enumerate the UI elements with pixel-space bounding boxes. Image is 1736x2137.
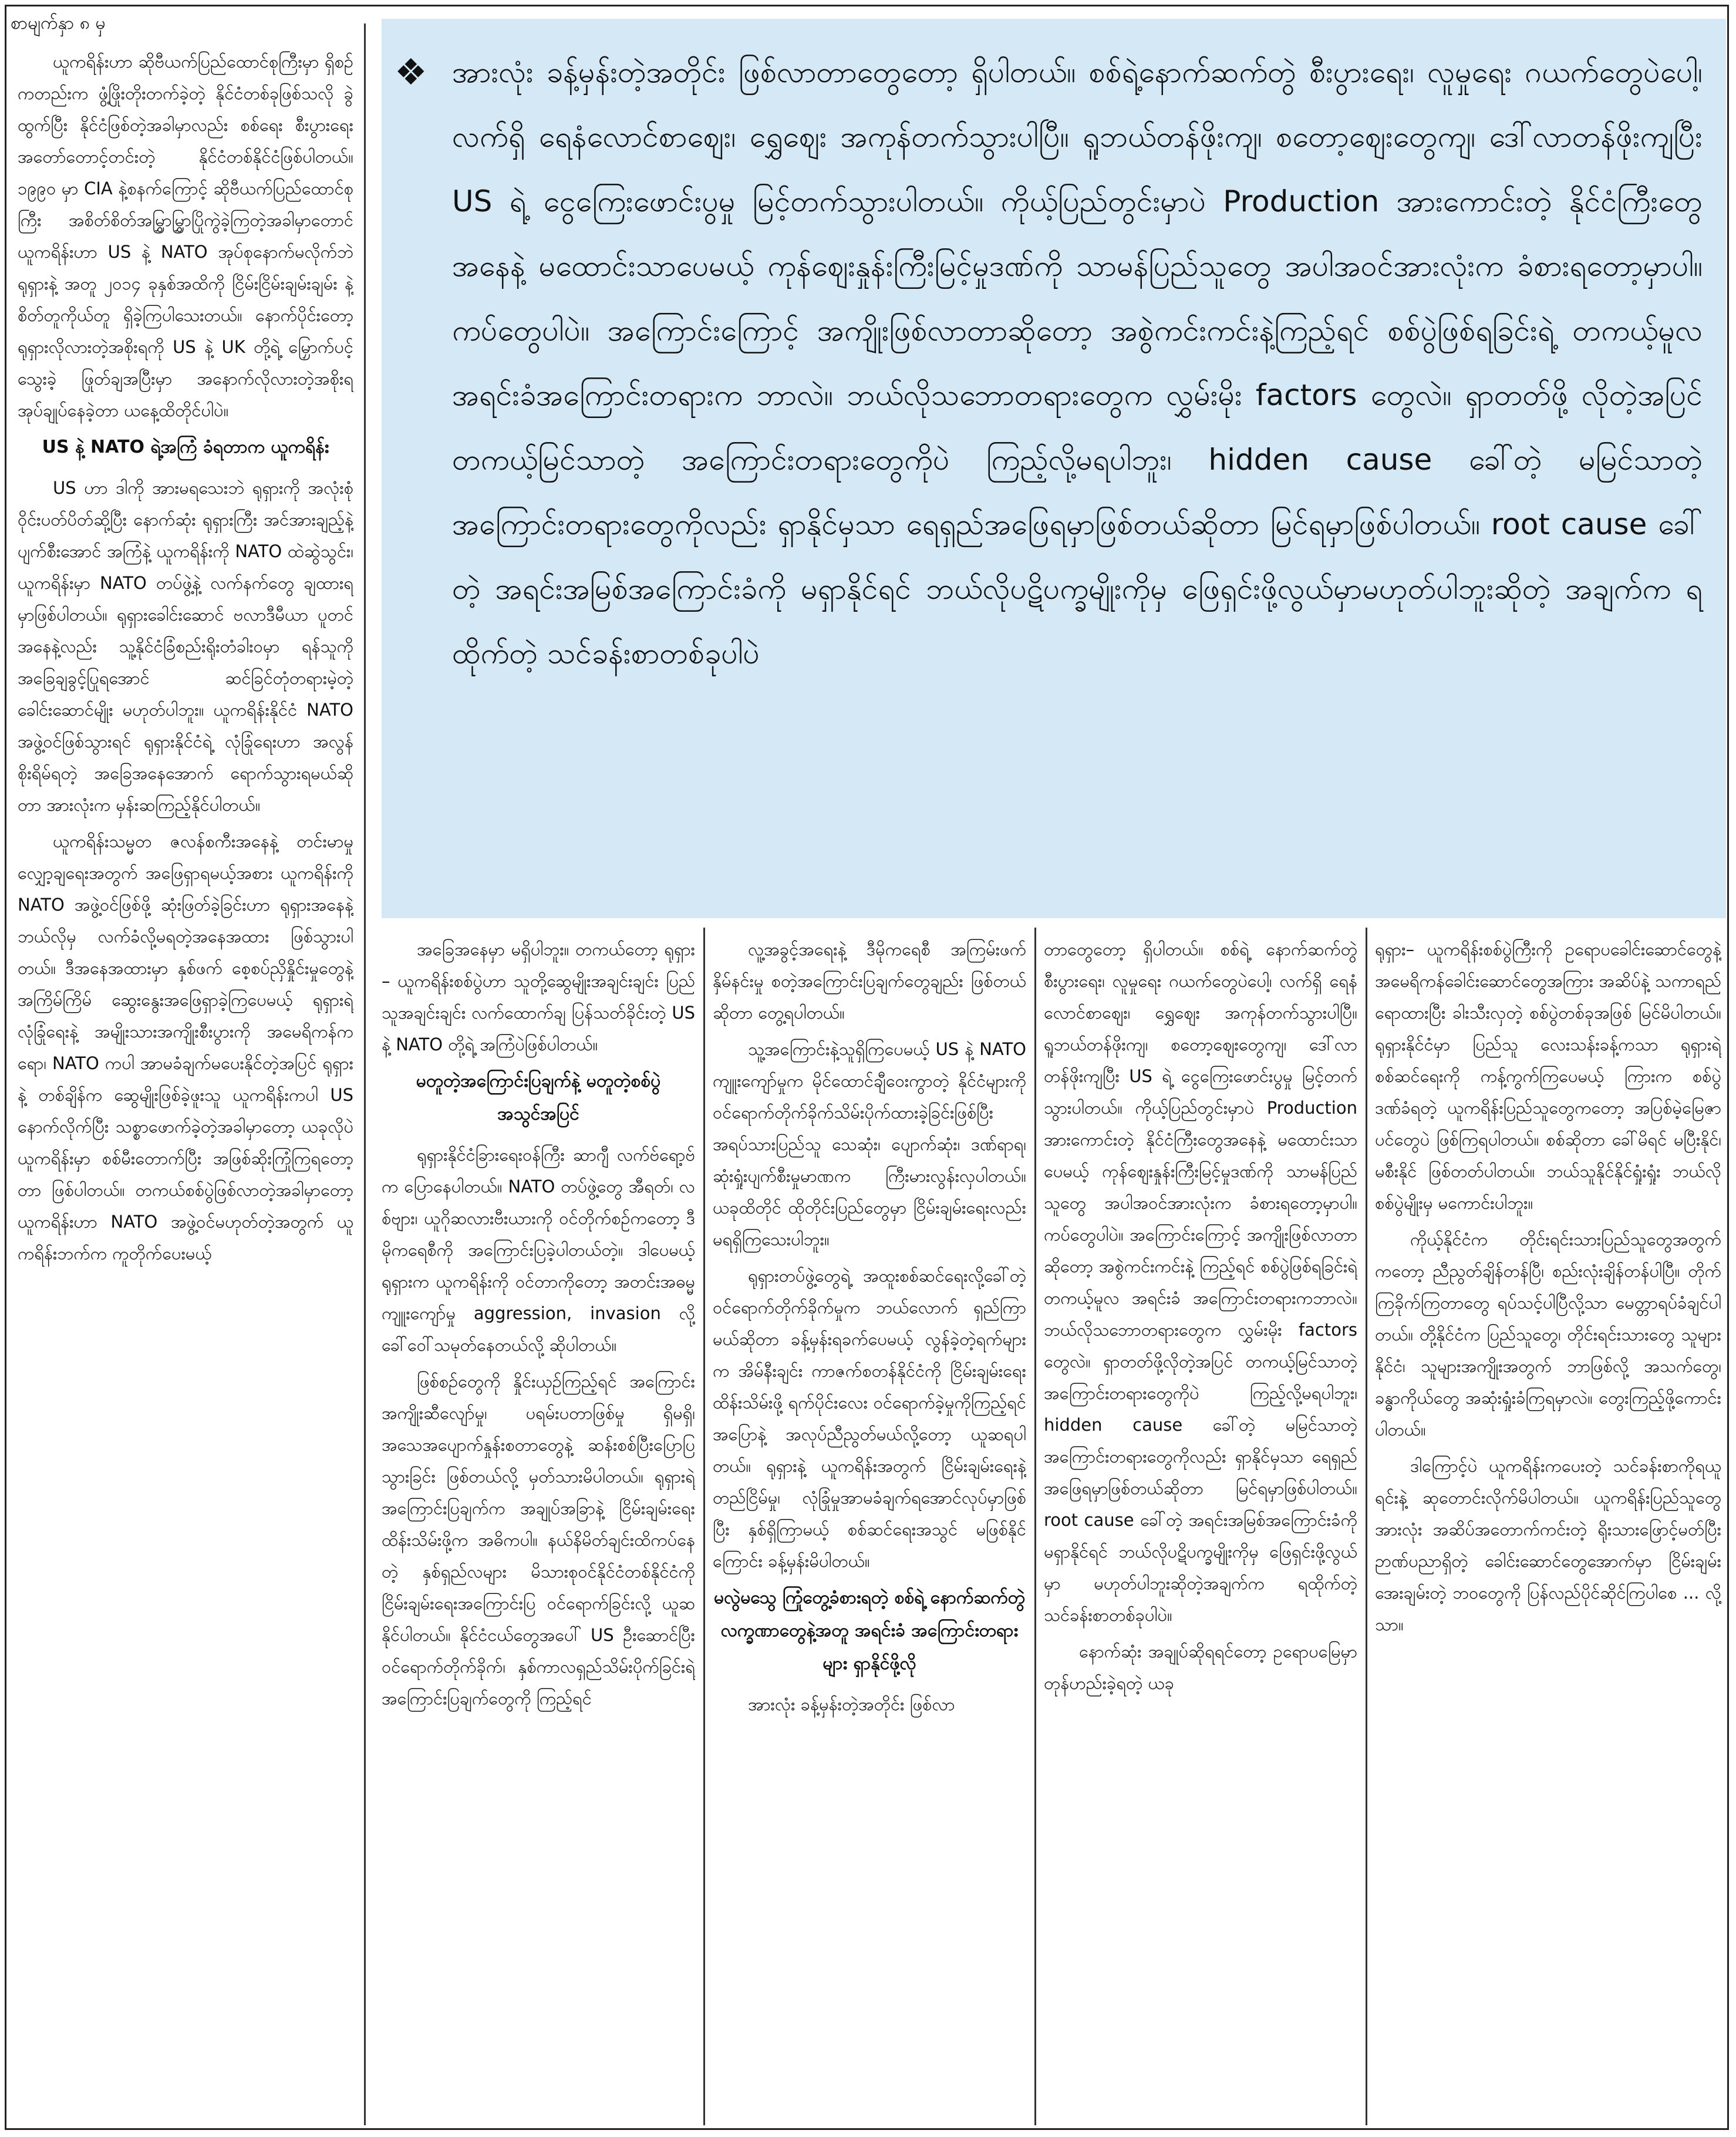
paragraph: ယူကရိန်းသမ္မတ ဇလန်စကီးအနေနဲ့ တင်းမာမှုလျှော့ချရေးအတွက် အဖြေရှာရမယ့်အစား ယူကရိန်းကို NATO အဖွဲ့ဝင်ဖြစ်ဖို့ ဆုံးဖြတ်ခဲ့ခြင်းဟာ ရုရှားအနေနဲ့ ဘယ်လိုမှ လက်ခံလို့မရတဲ့အနေအထား ဖြစ်သွားပါတယ်။ ဒီအနေအထားမှာ နှစ်ဖက် စေ့စပ်ညှိနှိုင်းမှုတွေနဲ့ အကြိမ်ကြိမ် ဆွေးနွေးအဖြေရှာခဲ့ကြပေမယ့် ရုရှားရဲ့လုံခြုံရေးနဲ့ အမျိုးသားအကျိုးစီးပွားကို အမေရိကန်ကရော၊ NATO ကပါ အာမခံချက်မပေးနိုင်တဲ့အပြင် ရုရှားနဲ့ တစ်ချိန်က ဆွေမျိုးဖြစ်ခဲ့ဖူးသူ ယူကရိန်းကပါ US နောက်လိုက်ပြီး သစ္စာဖောက်ခဲ့တဲ့အခါမှာတော့ ယခုလိုပဲ ယူကရိန်းမှာ စစ်မီးတောက်ပြီး အဖြစ်ဆိုးကြုံကြရတော့တာ ဖြစ်ပါတယ်။ တကယ်စစ်ပွဲဖြစ်လာတဲ့အခါမှာတော့ ယူကရိန်းဟာ NATO အဖွဲ့ဝင်မဟုတ်တဲ့အတွက် ယူကရိန်းဘက်က ကူတိုက်ပေးမယ့် — [18, 831, 353, 1263]
column-divider — [1366, 928, 1367, 2125]
paragraph: သူ့အကြောင်းနဲ့သူရှိကြပေမယ့် US နဲ့ NATO ကျူးကျော်မှုက မိုင်ထောင်ချီဝေးကွာတဲ့ နိုင်ငံများကို ဝင်ရောက်တိုက်ခိုက်သိမ်းပိုက်ထားခဲ့ခြင်းဖြစ်ပြီး အရပ်သားပြည်သူ သေဆုံး၊ ပျောက်ဆုံး၊ ဒဏ်ရာရ၊ ဆုံးရှုံးပျက်စီးမှုမာဏက ကြီးမားလွန်းလှပါတယ်။ ယခုထိတိုင် ထိုတိုင်းပြည်တွေမှာ ငြိမ်းချမ်းရေးလည်း မရရှိကြသေးပါဘူး။ — [713, 1039, 1026, 1249]
paragraph: ယူကရိန်းဟာ ဆိုဗီယက်ပြည်ထောင်စုကြီးမှာ ရှိစဉ်ကတည်းက ဖွံ့ဖြိုးတိုးတက်ခဲ့တဲ့ နိုင်ငံတစ်ခုဖြစ်သလို ခွဲထွက်ပြီး နိုင်ငံဖြစ်တဲ့အခါမှာလည်း စစ်ရေး စီးပွားရေး အတော်တောင့်တင်းတဲ့ နိုင်ငံတစ်နိုင်ငံဖြစ်ပါတယ်။ ၁၉၉၀ မှာ CIA နဲ့စနက်ကြောင့် ဆိုဗီယက်ပြည်ထောင်စုကြီး အစိတ်စိတ်အမြွှာမြွှာပြိုကွဲခဲ့ကြတဲ့အခါမှာတောင် ယူကရိန်းဟာ US နဲ့ NATO အုပ်စုနောက်မလိုက်ဘဲ ရုရှားနဲ့ အတူ ၂၀၁၄ ခုနှစ်အထိကို ငြိမ်းငြိမ်းချမ်းချမ်း နဲ့ စိတ်တူကိုယ်တူ ရှိခဲ့ကြပါသေးတယ်။ နောက်ပိုင်းတော့ ရုရှားလိုလားတဲ့အစိုးရကို US နဲ့ UK တို့ရဲ့ မြှောက်ပင့်သွေးခဲ့ ဖြုတ်ချအပြီးမှာ အနောက်လိုလားတဲ့အစိုးရ အုပ်ချုပ်နေခဲ့တာ ယနေ့ထိတိုင်ပါပဲ။ — [18, 52, 353, 420]
column-divider — [364, 23, 366, 2125]
diamond-bullet-icon: ❖ — [395, 50, 427, 93]
column-4 — [1044, 933, 1357, 2128]
paragraph: ဖြစ်စဉ်တွေကို နှိုင်းယှဉ်ကြည့်ရင် အကြောင်းအကျိုးဆီလျော်မှု၊ ပရမ်းပတာဖြစ်မှု ရှိမရှိ၊ အသေအပျောက်နှုန်းစတာတွေနဲ့ ဆန်းစစ်ပြီးပြောပြသွားခြင်း ဖြစ်တယ်လို့ မှတ်သားမိပါတယ်။ ရုရှားရဲ့ အကြောင်းပြချက်က အချုပ်အခြာနဲ့ ငြိမ်းချမ်းရေးထိန်းသိမ်းဖို့က အဓိကပါ။ နယ်နိမိတ်ချင်းထိကပ်နေတဲ့ နှစ်ရှည်လများ မိသားစုဝင်နိုင်ငံတစ်နိုင်ငံကို ငြိမ်းချမ်းရေးအကြောင်းပြ ဝင်ရောက်ခြင်းလို့ ယူဆနိုင်ပါတယ်။ နိုင်ငံငယ်တွေအပေါ် US ဦးဆောင်ပြီး ဝင်ရောက်တိုက်ခိုက်၊ နှစ်ကာလရှည်သိမ်းပိုက်ခြင်းရဲ့ အကြောင်းပြချက်တွေကို ကြည့်ရင် — [382, 1371, 695, 1708]
column-3 — [713, 933, 1026, 2128]
paragraph: တာတွေတော့ ရှိပါတယ်။ စစ်ရဲ့ နောက်ဆက်တွဲ စီးပွားရေး၊ လူမှုရေး ဂယက်တွေပဲပေါ့၊ လက်ရှိ ရေနံလောင်စာဈေး၊ ရွှေဈေး အကုန်တက်သွားပါပြီ။ ရူဘယ်တန်ဖိုးကျ၊ စတော့ဈေးတွေကျ၊ ဒေါ်လာတန်ဖိုးကျပြီး US ရဲ့ ငွေကြေးဖောင်းပွမှု မြင့်တက်သွားပါတယ်။ ကိုယ့်ပြည်တွင်းမှာပဲ Production အားကောင်းတဲ့ နိုင်ငံကြီးတွေအနေနဲ့ မထောင်းသာပေမယ့် ကုန်ဈေးနှုန်းကြီးမြင့်မှုဒဏ်ကို သာမန်ပြည်သူတွေ အပါအဝင်အားလုံးက ခံစားရတော့မှာပါ။ ကပ်တွေပါပဲ။ အကြောင်းကြောင့် အကျိုးဖြစ်လာတာဆိုတော့ အစွဲကင်းကင်းနဲ့ ကြည့်ရင် စစ်ပွဲဖြစ်ရခြင်းရဲ့ တကယ့်မူလ အရင်းခံ အကြောင်းတရားကဘာလဲ။ ဘယ်လိုသဘောတရားတွေက လွှမ်းမိုး factors တွေလဲ။ ရှာတတ်ဖို့လိုတဲ့အပြင် တကယ့်မြင်သာတဲ့ အကြောင်းတရားတွေကိုပဲ ကြည့်လို့မရပါဘူး၊ hidden cause ခေါ်တဲ့ မမြင်သာတဲ့အကြောင်းတရားတွေကိုလည်း ရှာနိုင်မှသာ ရေရှည်အဖြေရမှာဖြစ်တယ်ဆိုတာ မြင်ရမှာဖြစ်ပါတယ်။ root cause ခေါ်တဲ့ အရင်းအမြစ်အကြောင်းခံကို မရှာနိုင်ရင် ဘယ်လိုပဋိပက္ခမျိုးကိုမှ ဖြေရှင်းဖို့လွယ်မှာ မဟုတ်ပါဘူးဆိုတဲ့အချက်က ရထိုက်တဲ့ သင်ခန်းစာတစ်ခုပါပဲ။ — [1044, 939, 1357, 1625]
paragraph: နောက်ဆုံး အချုပ်ဆိုရရင်တော့ ဥရောပမြေမှာ တုန်ဟည်းခဲ့ရတဲ့ ယခု — [1044, 1641, 1357, 1693]
column-5 — [1375, 933, 1721, 2128]
paragraph: အားလုံး ခန့်မှန်းတဲ့အတိုင်း ဖြစ်လာ — [748, 1694, 955, 1714]
column-divider — [1034, 928, 1036, 2125]
paragraph: လူ့အခွင့်အရေးနဲ့ ဒီမိုကရေစီ အကြမ်းဖက်နှိမ်နင်းမှု စတဲ့အကြောင်းပြချက်တွေချည်း ဖြစ်တယ်ဆိုတာ တွေ့ရပါတယ်။ — [713, 939, 1026, 1023]
column-2 — [382, 933, 695, 2128]
section-heading: မလွဲမသွေ ကြုံတွေ့ခံစားရတဲ့ စစ်ရဲ့ နောက်ဆက်တွဲလက္ခဏာတွေနဲ့အတူ အရင်းခံ အကြောင်းတရားများ ရှာနိုင်ဖို့လို — [714, 1587, 1025, 1674]
column-divider — [703, 928, 705, 2125]
paragraph: ရုရှား– ယူကရိန်းစစ်ပွဲကြီးကို ဥရောပခေါင်းဆောင်တွေနဲ့ အမေရိကန်ခေါင်းဆောင်တွေအကြား အဆိပ်နဲ့ သကာရည်ရောထားပြီး ခါးသီးလှတဲ့ စစ်ပွဲတစ်ခုအဖြစ် မြင်မိပါတယ်။ ရုရှားနိုင်ငံမှာ ပြည်သူ လေးသန်းခန့်ကသာ ရုရှားရဲ့စစ်ဆင်ရေးကို ကန့်ကွက်ကြပေမယ့် ကြားက စစ်ပွဲဒဏ်ခံရတဲ့ ယူကရိန်းပြည်သူတွေကတော့ အပြစ်မဲ့မြေဇာပင်တွေပဲ ဖြစ်ကြရပါတယ်။ စစ်ဆိုတာ ခေါ်မိရင် မပြီးနိုင်၊ မစီးနိုင် ဖြစ်တတ်ပါတယ်။ ဘယ်သူနိုင်နိုင်ရှုံးရှုံး ဘယ်လိုစစ်ပွဲမျိုးမှ မကောင်းပါဘူး။ — [1375, 939, 1721, 1213]
highlight-box — [382, 19, 1726, 918]
section-heading: US နဲ့ NATO ရဲ့အကြံ ခံရတာက ယူကရိန်း — [42, 437, 329, 457]
paragraph: ရုရှားနိုင်ငံခြားရေးဝန်ကြီး ဆာဂျီ လက်ဗ်ရော့ဗ်က ပြောနေပါတယ်။ NATO တပ်ဖွဲ့တွေ အီရတ်၊ လစ်ဗျား၊ ယူဂိုဆလားဗီးယားကို ဝင်တိုက်စဉ်ကတော့ ဒီမိုကရေစီကို အကြောင်းပြခဲ့ပါတယ်တဲ့။ ဒါပေမယ့် ရုရှားက ယူကရိန်းကို ဝင်တာကိုတော့ အတင်းအဓမ္မကျူးကျော်မှု aggression, invasion လို့ ခေါ်ဝေါ်သမုတ်နေတယ်လို့ ဆိုပါတယ်။ — [382, 1145, 695, 1355]
paragraph: ဒါကြောင့်ပဲ ယူကရိန်းကပေးတဲ့ သင်ခန်းစာကိုရယူရင်းနဲ့ ဆုတောင်းလိုက်မိပါတယ်။ ယူကရိန်းပြည်သူတွေ အားလုံး အဆိပ်အတောက်ကင်းတဲ့ ရိုးသားဖြောင့်မတ်ပြီး ဉာဏ်ပညာရှိတဲ့ ခေါင်းဆောင်တွေအောက်မှာ ငြိမ်းချမ်းအေးချမ်းတဲ့ ဘဝတွေကို ပြန်လည်ပိုင်ဆိုင်ကြပါစေ ... လို့သာ။ — [1375, 1456, 1721, 1634]
highlight-text: အားလုံး ခန့်မှန်းတဲ့အတိုင်း ဖြစ်လာတာတွေတော့ ရှိပါတယ်။ စစ်ရဲ့နောက်ဆက်တွဲ စီးပွားရေး၊ လူမှုရေး ဂယက်တွေပဲပေါ့၊ လက်ရှိ ရေနံလောင်စာဈေး၊ ရွှေဈေး အကုန်တက်သွားပါပြီ။ ရူဘယ်တန်ဖိုးကျ၊ စတော့ဈေးတွေကျ၊ ဒေါ်လာတန်ဖိုးကျပြီး US ရဲ့ ငွေကြေးဖောင်းပွမှု မြင့်တက်သွားပါတယ်။ ကိုယ့်ပြည်တွင်းမှာပဲ Production အားကောင်းတဲ့ နိုင်ငံကြီးတွေအနေနဲ့ မထောင်းသာပေမယ့် ကုန်ဈေးနှုန်းကြီးမြင့်မှုဒဏ်ကို သာမန်ပြည်သူတွေ အပါအဝင်အားလုံးက ခံစားရတော့မှာပါ။ ကပ်တွေပါပဲ။ အကြောင်းကြောင့် အကျိုးဖြစ်လာတာဆိုတော့ အစွဲကင်းကင်းနဲ့ကြည့်ရင် စစ်ပွဲဖြစ်ရခြင်းရဲ့ တကယ့်မူလ အရင်းခံအကြောင်းတရားက ဘာလဲ။ ဘယ်လိုသဘောတရားတွေက လွှမ်းမိုး factors တွေလဲ။ ရှာတတ်ဖို့ လိုတဲ့အပြင် တကယ့်မြင်သာတဲ့ အကြောင်းတရားတွေကိုပဲ ကြည့်လို့မရပါဘူး၊ hidden cause ခေါ်တဲ့ မမြင်သာတဲ့အကြောင်းတရားတွေကိုလည်း ရှာနိုင်မှသာ ရေရှည်အဖြေရမှာဖြစ်တယ်ဆိုတာ မြင်ရမှာဖြစ်ပါတယ်။ root cause ခေါ်တဲ့ အရင်းအမြစ်အကြောင်းခံကို မရှာနိုင်ရင် ဘယ်လိုပဋိပက္ခမျိုးကိုမှ ဖြေရှင်းဖို့လွယ်မှာမဟုတ်ပါဘူးဆိုတဲ့ အချက်က ရထိုက်တဲ့ သင်ခန်းစာတစ်ခုပါပဲ — [452, 55, 1703, 670]
section-heading: မတူတဲ့အကြောင်းပြချက်နဲ့ မတူတဲ့စစ်ပွဲအသွင်အပြင် — [416, 1071, 661, 1124]
paragraph: အခြေအနေမှာ မရှိပါဘူး။ တကယ်တော့ ရုရှား – ယူကရိန်းစစ်ပွဲဟာ သူတို့ဆွေမျိုးအချင်းချင်း ပြည်သူအချင်းချင်း လက်ထောက်ချ ပြန်သတ်ခိုင်းတဲ့ US နဲ့ NATO တို့ရဲ့ အကြံပဲဖြစ်ပါတယ်။ — [382, 939, 695, 1054]
paragraph: ရုရှားတပ်ဖွဲ့တွေရဲ့ အထူးစစ်ဆင်ရေးလို့ခေါ်တဲ့ ဝင်ရောက်တိုက်ခိုက်မှုက ဘယ်လောက် ရှည်ကြာမယ်ဆိုတာ ခန့်မှန်းရခက်ပေမယ့် လွန်ခဲ့တဲ့ရက်များက အိမ်နီးချင်း ကာဇက်စတန်နိုင်ငံကို ငြိမ်းချမ်းရေးထိန်းသိမ်းဖို့ ရက်ပိုင်းလေး ဝင်ရောက်ခဲ့မှုကိုကြည့်ရင် အပြောနဲ့ အလုပ်ညီညွတ်မယ်လို့တော့ ယူဆရပါတယ်။ ရုရှားနဲ့ ယူကရိန်းအတွက် ငြိမ်းချမ်းရေးနဲ့ တည်ငြိမ်မှု၊ လုံခြုံမှုအာမခံချက်ရအောင်လုပ်မှာဖြစ်ပြီး နှစ်ရှိကြာမယ့် စစ်ဆင်ရေးအသွင် မဖြစ်နိုင်ကြောင်း ခန့်မှန်းမိပါတယ်။ — [713, 1266, 1026, 1571]
page-number: စာမျက်နှာ ၈ မှ — [11, 13, 106, 33]
paragraph: US ဟာ ဒါကို အားမရသေးဘဲ ရုရှားကို အလုံးစုံဝိုင်းပတ်ပိတ်ဆို့ပြီး နောက်ဆုံး ရုရှားကြီး အင်အားချည့်နဲ့ ပျက်စီးအောင် အကြံနဲ့ ယူကရိန်းကို NATO ထဲဆွဲသွင်း၊ ယူကရိန်းမှာ NATO တပ်ဖွဲ့နဲ့ လက်နက်တွေ ချထားရမှာဖြစ်ပါတယ်။ ရုရှားခေါင်းဆောင် ဗလာဒီမီယာ ပူတင်အနေနဲ့လည်း သူ့နိုင်ငံခြံစည်းရိုးတံခါးဝမှာ ရန်သူကို အခြေချခွင့်ပြုရအောင် ဆင်ခြင်တုံတရားမဲ့တဲ့ ခေါင်းဆောင်မျိုး မဟုတ်ပါဘူး။ ယူကရိန်းနိုင်ငံ NATO အဖွဲ့ဝင်ဖြစ်သွားရင် ရုရှားနိုင်ငံရဲ့ လုံခြုံရေးဟာ အလွန်စိုးရိမ်ရတဲ့ အခြေအနေအောက် ရောက်သွားရမယ်ဆိုတာ အားလုံးက မှန်းဆကြည့်နိုင်ပါတယ်။ — [18, 478, 353, 815]
paragraph: ကိုယ့်နိုင်ငံက တိုင်းရင်းသားပြည်သူတွေအတွက်ကတော့ ညီညွတ်ချိန်တန်ပြီ၊ စည်းလုံးချိန်တန်ပါပြီ။ တိုက်ကြခိုက်ကြတာတွေ ရပ်သင့်ပါပြီလို့သာ မေတ္တာရပ်ခံချင်ပါတယ်။ တို့နိုင်ငံက ပြည်သူတွေ၊ တိုင်းရင်းသားတွေ သူများနိုင်ငံ၊ သူများအကျိုးအတွက် ဘာဖြစ်လို့ အသက်တွေ၊ ခန္ဓာကိုယ်တွေ အဆုံးရှုံးခံကြရမှာလဲ။ တွေးကြည့်ဖို့ကောင်းပါတယ်။ — [1375, 1229, 1721, 1440]
column-1 — [18, 46, 353, 2127]
